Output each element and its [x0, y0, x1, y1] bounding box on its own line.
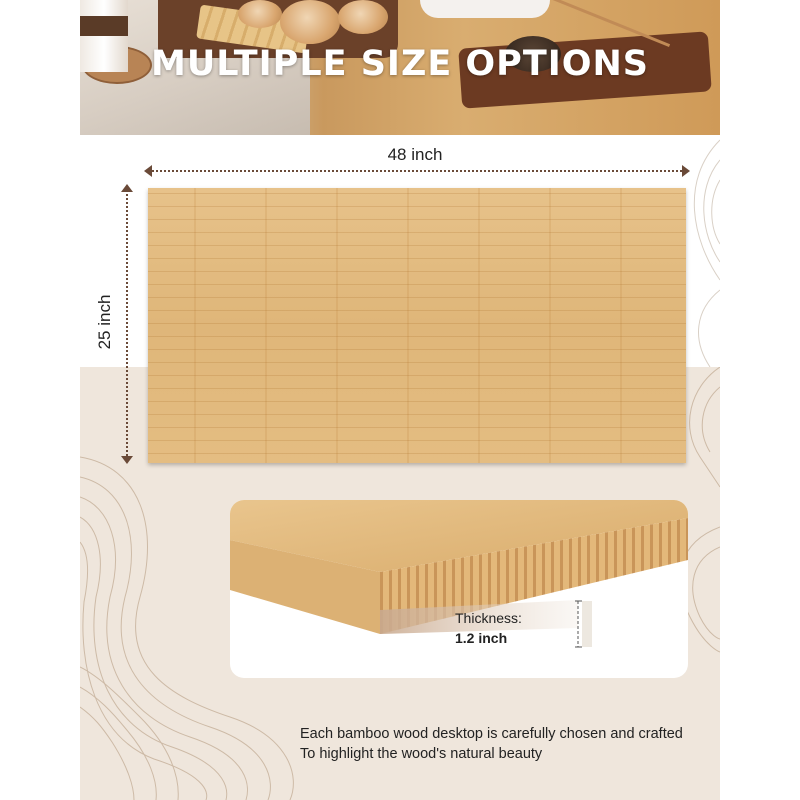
width-dimension-line: [148, 170, 686, 172]
height-dimension-line: [126, 190, 128, 460]
thickness-label: Thickness:: [455, 610, 522, 626]
arrow-up-icon: [121, 184, 133, 192]
description-line-2: To highlight the wood's natural beauty: [300, 746, 543, 762]
bamboo-desktop-image: [148, 188, 686, 463]
banner-title: MULTIPLE SIZE OPTIONS: [151, 44, 649, 84]
edge-closeup-image: [230, 500, 688, 678]
width-label: 48 inch: [370, 145, 460, 165]
arrow-left-icon: [144, 165, 152, 177]
description-line-1: Each bamboo wood desktop is carefully chosen and crafted: [300, 726, 683, 742]
arrow-down-icon: [121, 456, 133, 464]
arrow-right-icon: [682, 165, 690, 177]
product-image-frame: [80, 0, 720, 800]
thickness-detail-card: [230, 500, 688, 678]
product-description: [300, 724, 720, 764]
thickness-value: 1.2 inch: [455, 630, 508, 646]
height-label: 25 inch: [93, 287, 117, 357]
